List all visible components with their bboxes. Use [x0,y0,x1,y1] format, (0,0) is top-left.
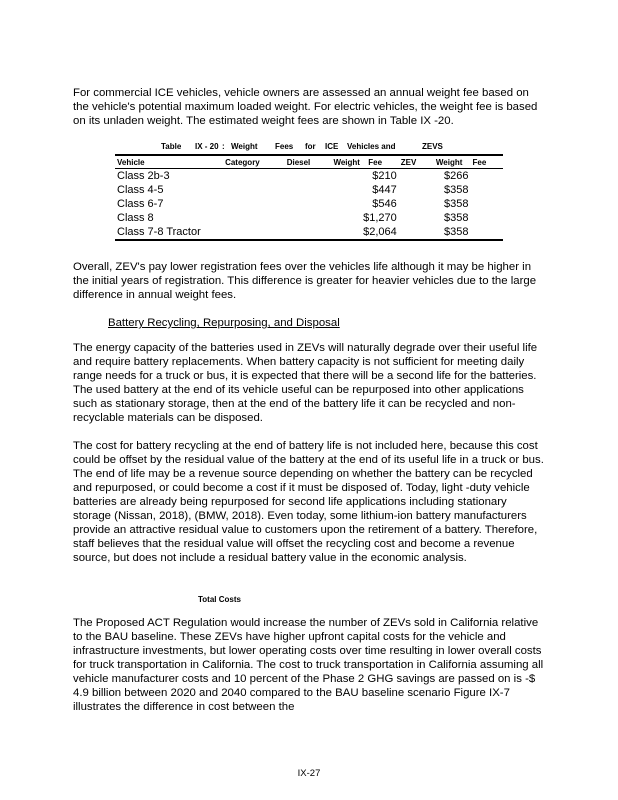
caption-weight: Weight [231,142,258,151]
row-category: Class 7-8 Tractor [115,225,327,240]
row-diesel-fee: $546 [372,198,397,210]
row-diesel-fee: $2,064 [327,225,399,240]
total-costs-heading: Total Costs [198,595,241,604]
caption-fees: Fees [275,142,294,151]
section-heading: Battery Recycling, Repurposing, and Disposal [108,317,340,329]
header-zev: ZEV [399,155,428,169]
energy-capacity-paragraph: The energy capacity of the batteries used in ZEVs will naturally degrade over their useful life and require battery replacements. When battery capacity is not sufficient for meeting daily range needs for a truck or bus, it is expected that there will be a second life for the batteries. The used battery at the end of its vehicle useful can be repurposed into other applications such as stationary storage, then at the end of the battery life it can be recycled and non-recyclable materials can be disposed. [73,342,538,424]
header-diesel-fee: Fee [366,155,398,169]
header-zev-weight: Weight [428,155,471,169]
row-category: Class 2b-3 [117,170,170,182]
overall-paragraph: Overall, ZEV's pay lower registration fees over the vehicles life although it may be higher in the initial years of registration. This difference is greater for heavier vehicles due to the large difference in annual weight fees. [73,261,537,301]
page-number: IX-27 [297,768,321,779]
row-diesel-fee: $447 [372,184,397,196]
intro-paragraph: For commercial ICE vehicles, vehicle owners are assessed an annual weight fee based on the vehicle's potential maximum loaded weight. For electric vehicles, the weight fee is based on its unladen weight. The estimated weight fees are shown in Table IX -20. [73,87,538,127]
row-category: Class 8 [117,212,154,224]
row-zev-fee: $358 [399,225,471,240]
header-diesel-weight: Weight [327,155,366,169]
row-zev-fee: $358 [444,198,469,210]
recycling-cost-paragraph: The cost for battery recycling at the end of battery life is not included here, because this cost could be offset by the residual value of the battery at the end of its useful life in a truck or bus. The end of life may be a revenue source depending on whether the battery can be recycled and repurposed, or could become a cost if it must be disposed of. Today, light -duty vehicle batteries are already being repurposed for second life applications including stationary storage (Nissan, 2018), (BMW, 2018). Even today, some lithium-ion battery manufacturers provide an attractive residual value to customers upon the retirement of a battery. Therefore, staff believes that the residual value will offset the recycling cost and become a revenue source, but does not include a residual battery value in the economic analysis. [73,440,544,564]
header-vehicle: Vehicle [115,155,223,169]
table-header-row [115,155,503,169]
row-diesel-fee: $210 [372,170,397,182]
caption-label: Table [161,142,182,151]
caption-vehicles-and: Vehicles and [347,142,396,151]
weight-fee-table-block [115,142,503,241]
table-row [115,197,503,211]
table-row [115,211,503,225]
caption-zevs: ZEVS [422,142,443,151]
header-category: Category [223,155,285,169]
header-zev-fee: Fee [470,155,503,169]
table-caption [115,142,503,154]
row-diesel-fee: $1,270 [363,212,397,224]
row-zev-fee: $358 [444,184,469,196]
row-zev-fee: $266 [444,170,469,182]
header-diesel: Diesel [285,155,327,169]
row-category: Class 4-5 [117,184,164,196]
row-zev-fee: $358 [444,212,469,224]
row-category: Class 6-7 [117,198,164,210]
caption-for: for [305,142,316,151]
weight-fee-table [115,154,503,241]
proposed-regulation-paragraph: The Proposed ACT Regulation would increase the number of ZEVs sold in California relative to the BAU baseline. These ZEVs have higher upfront capital costs for the vehicle and infrastructure investments, but lower operating costs over time resulting in lower overall costs for truck transportation in California. The cost to truck transportation in California assuming all vehicle manufacturer costs and 10 percent of the Phase 2 GHG savings are passed on is -$ 4.9 billion between 2020 and 2040 compared to the BAU baseline scenario Figure IX-7 illustrates the difference in cost between the [73,617,544,713]
caption-number: IX - 20 [195,142,219,151]
table-row [115,225,503,240]
caption-colon: : [222,142,225,151]
caption-ice: ICE [325,142,339,151]
table-row [115,183,503,197]
table-row [115,169,503,184]
